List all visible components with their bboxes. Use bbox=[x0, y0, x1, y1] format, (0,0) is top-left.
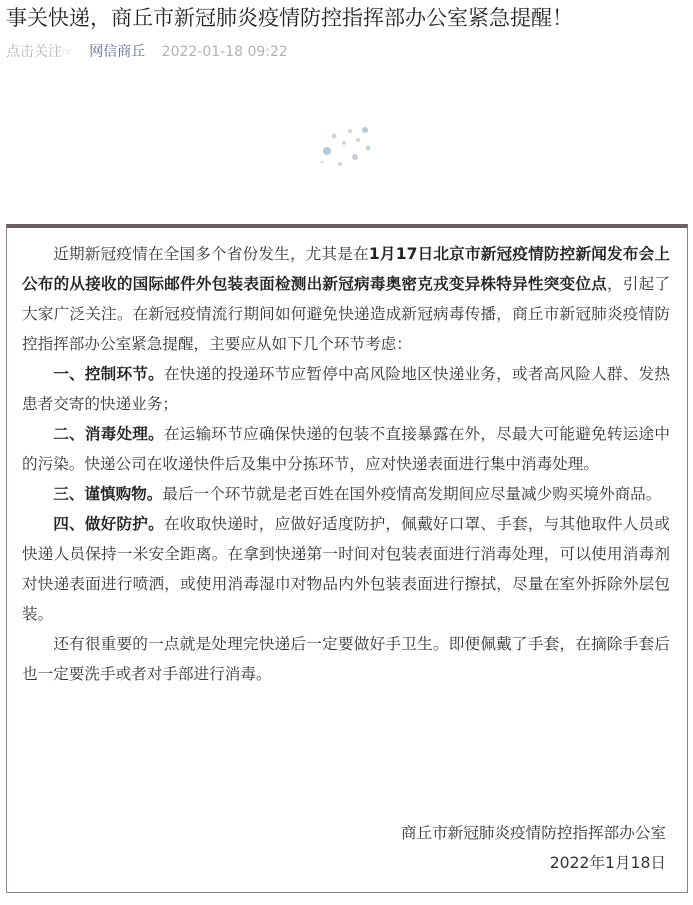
pointing-hand-icon: ☞ bbox=[62, 45, 73, 59]
paragraph-intro bbox=[22, 239, 670, 359]
loading-spinner-icon bbox=[300, 112, 380, 176]
signature-date: 2022年1月18日 bbox=[549, 854, 666, 872]
protection-heading: 四、做好防护。 bbox=[53, 515, 164, 533]
shopping-text: 最后一个环节就是老百姓在国外疫情高发期间应尽量减少购买境外商品。 bbox=[162, 485, 662, 503]
article-meta bbox=[6, 42, 288, 62]
account-name-link[interactable]: 网信商丘 bbox=[89, 44, 146, 60]
intro-text-bold: 1月17日北京市新冠疫情防控新闻发布会上公布的从接收的国际邮件外包装表面检测出新冠病毒奥密克戎变异株特异性突变位点 bbox=[22, 245, 670, 293]
intro-text-end: ，引起了大家广泛关注。在新冠疫情流行期间如何避免快递造成新冠病毒传播，商丘市新冠肺炎疫情防控指挥部办公室紧急提醒，主要应从如下几个环节考虑： bbox=[22, 275, 670, 353]
loader-dot bbox=[352, 154, 358, 160]
paragraph-control bbox=[22, 359, 670, 419]
loader-dot bbox=[321, 161, 324, 164]
paragraph-protection bbox=[22, 509, 670, 629]
follow-link[interactable]: 点击关注 bbox=[6, 44, 62, 60]
control-text: 在快递的投递环节应暂停中高风险地区快递业务，或者高风险人群、发热患者交寄的快递业务； bbox=[22, 365, 670, 413]
signature-org: 商丘市新冠肺炎疫情防控指挥部办公室 bbox=[400, 824, 666, 842]
paragraph-disinfect bbox=[22, 419, 670, 479]
intro-text-start: 近期新冠疫情在全国多个省份发生，尤其是在 bbox=[53, 245, 369, 263]
publish-time: 2022-01-18 09:22 bbox=[161, 44, 288, 60]
disinfect-heading: 二、消毒处理。 bbox=[53, 425, 164, 443]
protection-text: 在收取快递时，应做好适度防护，佩戴好口罩、手套，与其他取件人员或快递人员保持一米安全距离。在拿到快递第一时间对包装表面进行消毒处理，可以使用消毒剂对快递表面进行喷洒，或使用消毒湿巾对物品内外包装表面进行擦拭，尽量在室外拆除外层包装。 bbox=[22, 515, 670, 623]
loader-dot bbox=[323, 147, 331, 155]
disinfect-text: 在运输环节应确保快递的包装不直接暴露在外，尽最大可能避免转运途中的污染。快递公司在收递快件后及集中分拣环节，应对快递表面进行集中消毒处理。 bbox=[22, 425, 670, 473]
signature bbox=[401, 818, 666, 878]
loader-dot bbox=[356, 138, 360, 142]
shopping-heading: 三、谨慎购物。 bbox=[53, 485, 163, 503]
article-title: 事关快递，商丘市新冠肺炎疫情防控指挥部办公室紧急提醒！ bbox=[6, 6, 573, 30]
loader-dot bbox=[366, 146, 371, 151]
article-body bbox=[22, 239, 670, 689]
loader-dot bbox=[348, 129, 352, 133]
loader-dot bbox=[332, 134, 337, 139]
loader-dot bbox=[362, 127, 368, 133]
control-heading: 一、控制环节。 bbox=[53, 365, 164, 383]
loader-dot bbox=[342, 141, 346, 145]
loader-dot bbox=[338, 162, 342, 166]
paragraph-hygiene: 还有很重要的一点就是处理完快递后一定要做好手卫生。即便佩戴了手套，在摘除手套后也一定要洗手或者对手部进行消毒。 bbox=[22, 635, 670, 683]
paragraph-shopping bbox=[22, 479, 670, 509]
